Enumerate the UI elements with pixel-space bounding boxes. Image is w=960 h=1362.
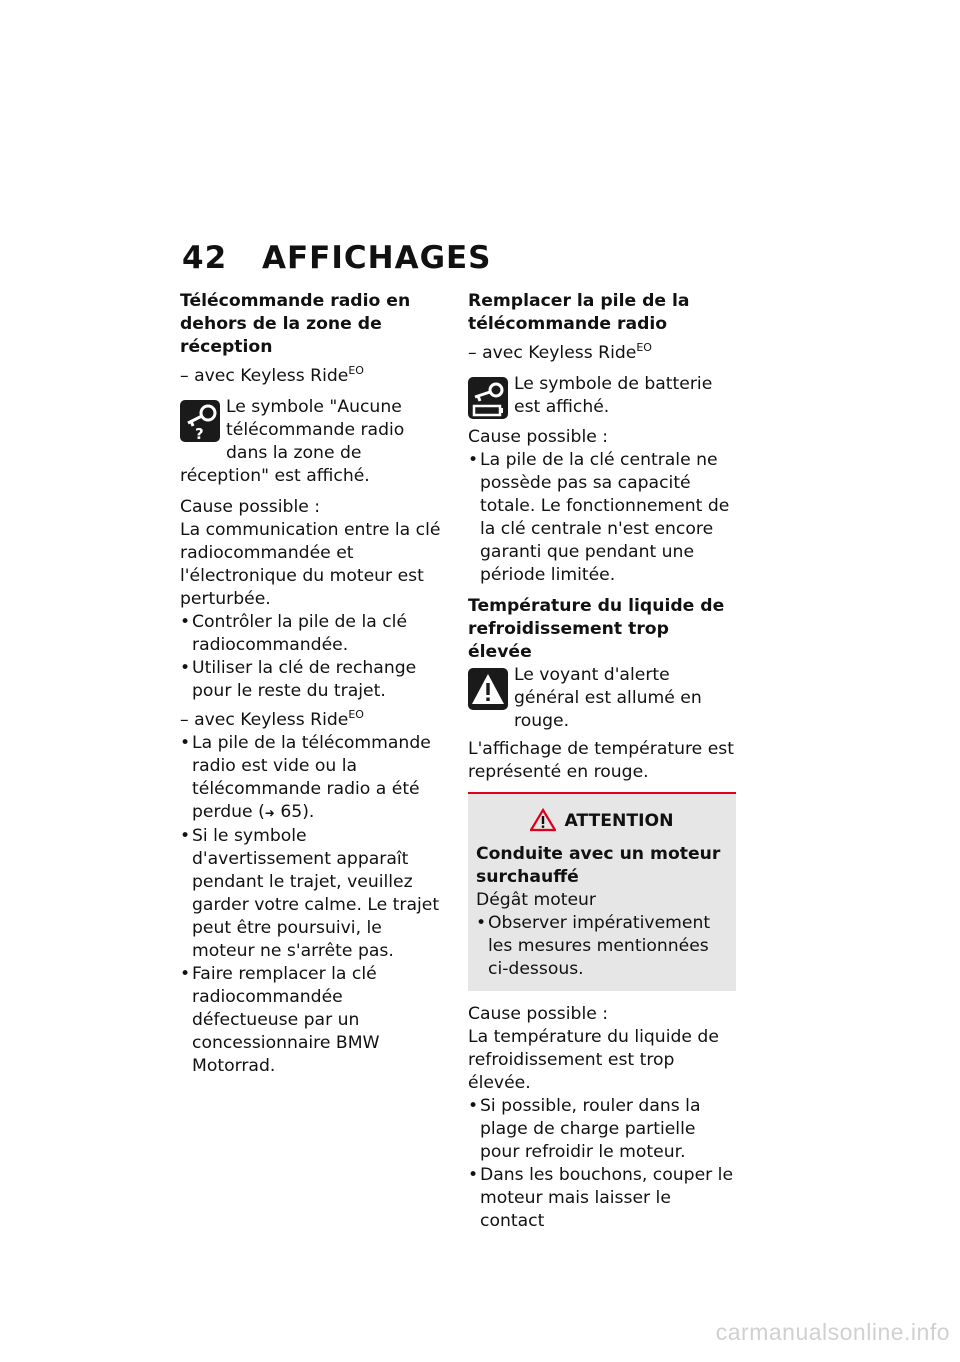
page-header (182, 240, 492, 276)
icon-description (180, 396, 448, 488)
variant-text: avec Keyless Ride (194, 710, 349, 730)
icon-description-text: Le symbole de batterie est affiché. (514, 374, 713, 417)
svg-text:?: ? (195, 425, 204, 442)
page-title: AFFICHAGES (262, 240, 492, 276)
list-item: • La pile de la clé centrale ne possède pas sa capacité totale. Le fonctionnement de la clé centrale n'est encore garanti que pendant une période limitée. (468, 449, 736, 587)
action-list (180, 611, 448, 703)
list-item: • Faire remplacer la clé radiocommandée défectueuse par un concessionnaire BMW Motorrad. (180, 963, 448, 1078)
attention-title (476, 808, 728, 833)
icon-description-text: Le symbole "Aucune télécommande radio dans la zone de réception" est affiché. (180, 397, 405, 486)
icon-description (468, 664, 736, 733)
watermark: carmanualsonline.info (715, 1319, 950, 1345)
variant-text: avec Keyless Ride (194, 366, 349, 386)
attention-title-text: ATTENTION (564, 811, 674, 831)
list-item: • La pile de la télécommande radio est vide ou la télécommande radio a été perdue (➜ 65). (180, 732, 448, 825)
attention-triangle-icon (530, 808, 556, 832)
cause-label: Cause possible : (180, 497, 321, 517)
battery-key-icon (468, 377, 508, 419)
page-reference[interactable]: 65 (280, 802, 303, 822)
list-item: • Utiliser la clé de rechange pour le reste du trajet. (180, 657, 448, 703)
left-column (180, 290, 448, 1078)
attention-list (476, 912, 728, 981)
cause-text: La communication entre la clé radiocommandée et l'électronique du moteur est perturbée. (180, 520, 441, 609)
variant-sup: EO (636, 341, 652, 354)
list-item: • Dans les bouchons, couper le moteur mais laisser le contact (468, 1164, 736, 1233)
list-item: • Observer impérativement les mesures mentionnées ci-dessous. (476, 912, 728, 981)
icon-description-text: Le voyant d'alerte général est allumé en rouge. (514, 665, 702, 731)
icon-description (468, 373, 736, 421)
right-column (468, 290, 736, 1233)
warning-triangle-icon (468, 668, 508, 710)
page-reference-arrow-icon: ➜ (264, 806, 275, 820)
list-item: • Contrôler la pile de la clé radiocommandée. (180, 611, 448, 657)
action-list (468, 1095, 736, 1233)
cause-text: La température du liquide de refroidissement est trop élevée. (468, 1027, 719, 1093)
attention-subtitle: Conduite avec un moteur surchauffé (476, 844, 721, 887)
list-item: • Si le symbole d'avertissement apparaît pendant le trajet, veuillez garder votre calme. Le trajet peut être poursuivi, le moteur ne s'arrête pas. (180, 825, 448, 963)
section-heading-battery: Remplacer la pile de la télécommande radio (468, 291, 690, 334)
cause-label: Cause possible : (468, 1004, 609, 1024)
variant-note: – avec Keyless Ride$^{EO}$ (468, 341, 652, 363)
variant-note: – avec Keyless Ride$^{EO}$ (180, 708, 364, 730)
attention-detail: Dégât moteur (476, 890, 596, 910)
attention-box (468, 792, 736, 991)
page-number: 42 (182, 240, 228, 276)
variant-text: avec Keyless Ride (482, 343, 637, 363)
variant-sup: EO (348, 364, 364, 377)
action-list (180, 732, 448, 1078)
variant-note: – avec Keyless Ride$^{EO}$ (180, 364, 364, 386)
section-heading-out-of-range: Télécommande radio en dehors de la zone de réception (180, 291, 411, 357)
cause-list (468, 449, 736, 587)
paragraph: L'affichage de température est représenté en rouge. (468, 739, 734, 782)
cause-label: Cause possible : (468, 427, 609, 447)
section-heading-coolant: Température du liquide de refroidissement trop élevée (468, 596, 725, 662)
list-item: • Si possible, rouler dans la plage de charge partielle pour refroidir le moteur. (468, 1095, 736, 1164)
no-remote-key-icon (180, 400, 220, 442)
variant-sup: EO (348, 708, 364, 721)
